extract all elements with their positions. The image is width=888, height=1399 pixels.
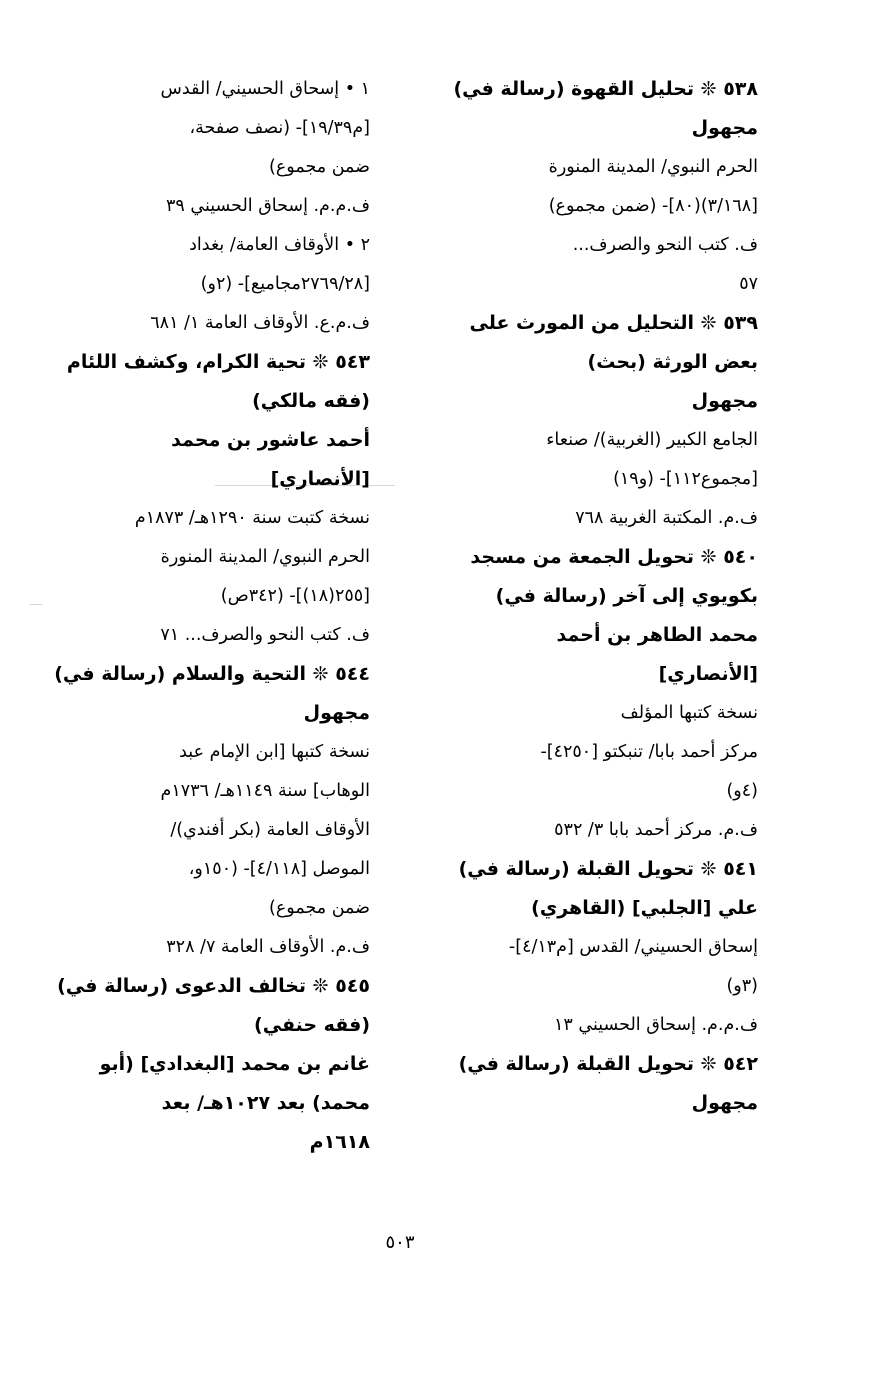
entry-heading-line: ٥٤٢ ❊ تحويل القبلة (رسالة في) (458, 1053, 758, 1075)
entry-detail-line: ف. كتب النحو والصرف... ٧١ (160, 625, 370, 645)
entry-detail-line: نسخة كتبها [ابن الإمام عبد (179, 742, 370, 762)
entry-heading-line: ٥٤٣ ❊ تحية الكرام، وكشف اللئام (66, 351, 370, 373)
entry-detail-line: ف.م.م. إسحاق الحسيني ٣٩ (166, 196, 370, 216)
entry-detail-line: [٣/١٦٨)(٨٠]- (ضمن مجموع) (548, 196, 758, 216)
entry-detail-line: ضمن مجموع) (269, 157, 370, 177)
entry-heading-line: ٥٤٠ ❊ تحويل الجمعة من مسجد (470, 546, 758, 568)
entry-detail-line: ف. كتب النحو والصرف... (572, 235, 758, 255)
entry-heading-line: مجهول (691, 1092, 758, 1114)
page-number: ٥٠٣ (385, 1232, 415, 1253)
entry-detail-line: الموصل [٤/١١٨]- (١٥٠و، (188, 859, 370, 879)
entry-heading-line: بكويوي إلى آخر (رسالة في) (495, 585, 758, 607)
entry-heading-line: [الأنصاري] (270, 468, 370, 490)
entry-detail-line: مركز أحمد بابا/ تنبكتو [٤٢٥٠]- (540, 742, 758, 762)
entry-detail-line: الحرم النبوي/ المدينة المنورة (548, 157, 758, 177)
entry-heading-line: ٥٤١ ❊ تحويل القبلة (رسالة في) (458, 858, 758, 880)
entry-detail-line: (٤و) (726, 781, 758, 801)
left-column (38, 70, 370, 1162)
entry-detail-line: إسحاق الحسيني/ القدس [م٤/١٣]- (508, 937, 758, 957)
entry-heading-line: ١٦١٨م (309, 1131, 370, 1153)
entry-detail-line: ٢ • الأوقاف العامة/ بغداد (189, 235, 370, 255)
entry-detail-line: الوهاب] سنة ١١٤٩هـ/ ١٧٣٦م (160, 781, 370, 801)
entry-detail-line: الجامع الكبير (الغربية)/ صنعاء (546, 430, 758, 450)
entry-detail-line: [مجموع١١٢]- (و١٩) (613, 469, 758, 489)
entry-detail-line: ١ • إسحاق الحسيني/ القدس (160, 79, 370, 99)
entry-detail-line: الحرم النبوي/ المدينة المنورة (160, 547, 370, 567)
entry-detail-line: الأوقاف العامة (بكر أفندي)/ (170, 820, 370, 840)
entry-detail-line: ٥٧ (739, 274, 758, 294)
entry-heading-line: مجهول (691, 117, 758, 139)
entry-heading-line: ٥٤٥ ❊ تخالف الدعوى (رسالة في) (57, 975, 370, 997)
entry-heading-line: (فقه مالكي) (252, 390, 370, 412)
entry-heading-line: مجهول (303, 702, 370, 724)
entry-heading-line: ٥٣٨ ❊ تحليل القهوة (رسالة في) (453, 78, 758, 100)
entry-detail-line: ف.م. مركز أحمد بابا ٣/ ٥٣٢ (554, 820, 758, 840)
entry-heading-line: محمد الطاهر بن أحمد (556, 624, 758, 646)
entry-heading-line: ٥٣٩ ❊ التحليل من المورث على (469, 312, 758, 334)
entry-detail-line: ف.م.م. إسحاق الحسيني ١٣ (554, 1015, 758, 1035)
entry-detail-line: نسخة كتبت سنة ١٢٩٠هـ/ ١٨٧٣م (134, 508, 370, 528)
entry-detail-line: ضمن مجموع) (269, 898, 370, 918)
right-column (420, 70, 758, 1123)
entry-detail-line: ف.م. المكتبة الغربية ٧٦٨ (575, 508, 758, 528)
entry-heading-line: [الأنصاري] (658, 663, 758, 685)
entry-heading-line: مجهول (691, 390, 758, 412)
entry-detail-line: [م١٩/٣٩]- (نصف صفحة، (189, 118, 370, 138)
entry-heading-line: ٥٤٤ ❊ التحية والسلام (رسالة في) (54, 663, 370, 685)
entry-heading-line: علي [الجلبي] (القاهري) (531, 897, 758, 919)
entry-heading-line: غانم بن محمد [البغدادي] (أبو (99, 1053, 370, 1075)
entry-detail-line: (٣و) (726, 976, 758, 996)
entry-heading-line: محمد) بعد ١٠٢٧هـ/ بعد (161, 1092, 370, 1114)
entry-detail-line: نسخة كتبها المؤلف (620, 703, 758, 723)
entry-detail-line: [٢٥٥(١٨)]- (٣٤٢ص) (220, 586, 370, 606)
entry-heading-line: بعض الورثة (بحث) (587, 351, 758, 373)
entry-heading-line: (فقه حنفي) (254, 1014, 370, 1036)
entry-detail-line: [٢٧٦٩/٢٨مجاميع]- (٢و) (200, 274, 370, 294)
entry-heading-line: أحمد عاشور بن محمد (171, 429, 370, 451)
entry-detail-line: ف.م. الأوقاف العامة ٧/ ٣٢٨ (166, 937, 370, 957)
entry-detail-line: ف.م.ع. الأوقاف العامة ١/ ٦٨١ (150, 313, 370, 333)
